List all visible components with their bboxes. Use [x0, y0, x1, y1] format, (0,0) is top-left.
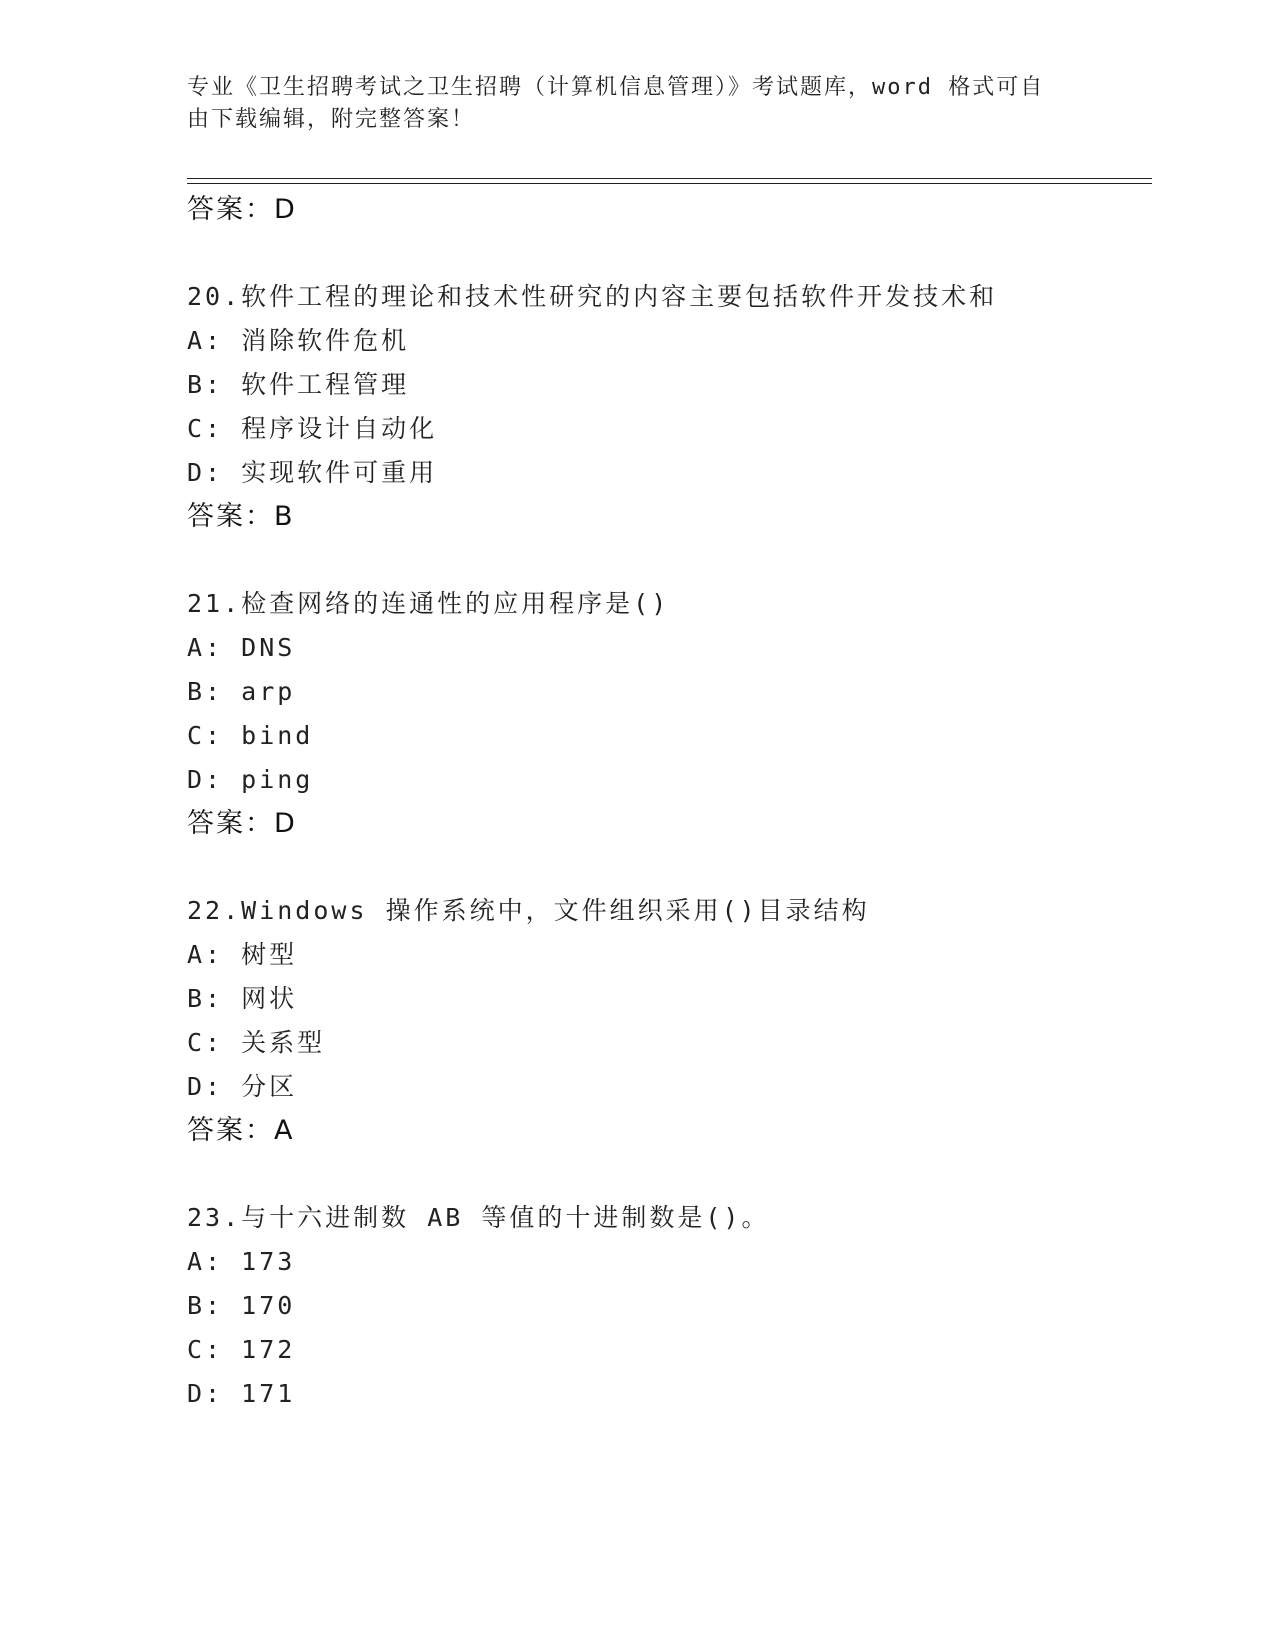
question-23-option-a: A: 173 [187, 1247, 296, 1276]
header-line-2: 由下载编辑，附完整答案！ [187, 107, 476, 132]
question-22-option-a: A: 树型 [187, 940, 298, 969]
question-20-option-a: A: 消除软件危机 [187, 326, 410, 355]
question-22-option-c: C: 关系型 [187, 1028, 326, 1057]
question-23-stem: 23.与十六进制数 AB 等值的十进制数是()。 [187, 1203, 770, 1232]
question-21-option-d: D: ping [187, 765, 314, 794]
question-21-option-b: B: arp [187, 677, 296, 706]
answer-q22: 答案：A [187, 1115, 295, 1146]
question-22-option-b: B: 网状 [187, 984, 298, 1013]
answer-q19: 答案：D [187, 194, 297, 225]
header-divider-top [187, 178, 1152, 179]
question-22-stem: 22.Windows 操作系统中，文件组织采用()目录结构 [187, 896, 870, 925]
question-21-option-a: A: DNS [187, 633, 296, 662]
question-20-option-c: C: 程序设计自动化 [187, 414, 438, 443]
answer-q21: 答案：D [187, 808, 297, 839]
question-20-option-d: D: 实现软件可重用 [187, 458, 438, 487]
question-21-stem: 21.检查网络的连通性的应用程序是() [187, 589, 670, 618]
question-21-option-c: C: bind [187, 721, 314, 750]
document-header [187, 72, 1067, 136]
header-divider-bottom [187, 183, 1152, 184]
question-23-option-b: B: 170 [187, 1291, 296, 1320]
question-20-option-b: B: 软件工程管理 [187, 370, 410, 399]
header-line-1: 专业《卫生招聘考试之卫生招聘（计算机信息管理）》考试题库，word 格式可自 [187, 75, 1045, 100]
question-20-stem: 20.软件工程的理论和技术性研究的内容主要包括软件开发技术和 [187, 282, 998, 311]
question-23-option-d: D: 171 [187, 1379, 296, 1408]
question-22-option-d: D: 分区 [187, 1072, 298, 1101]
answer-q20: 答案：B [187, 501, 295, 532]
question-23-option-c: C: 172 [187, 1335, 296, 1364]
